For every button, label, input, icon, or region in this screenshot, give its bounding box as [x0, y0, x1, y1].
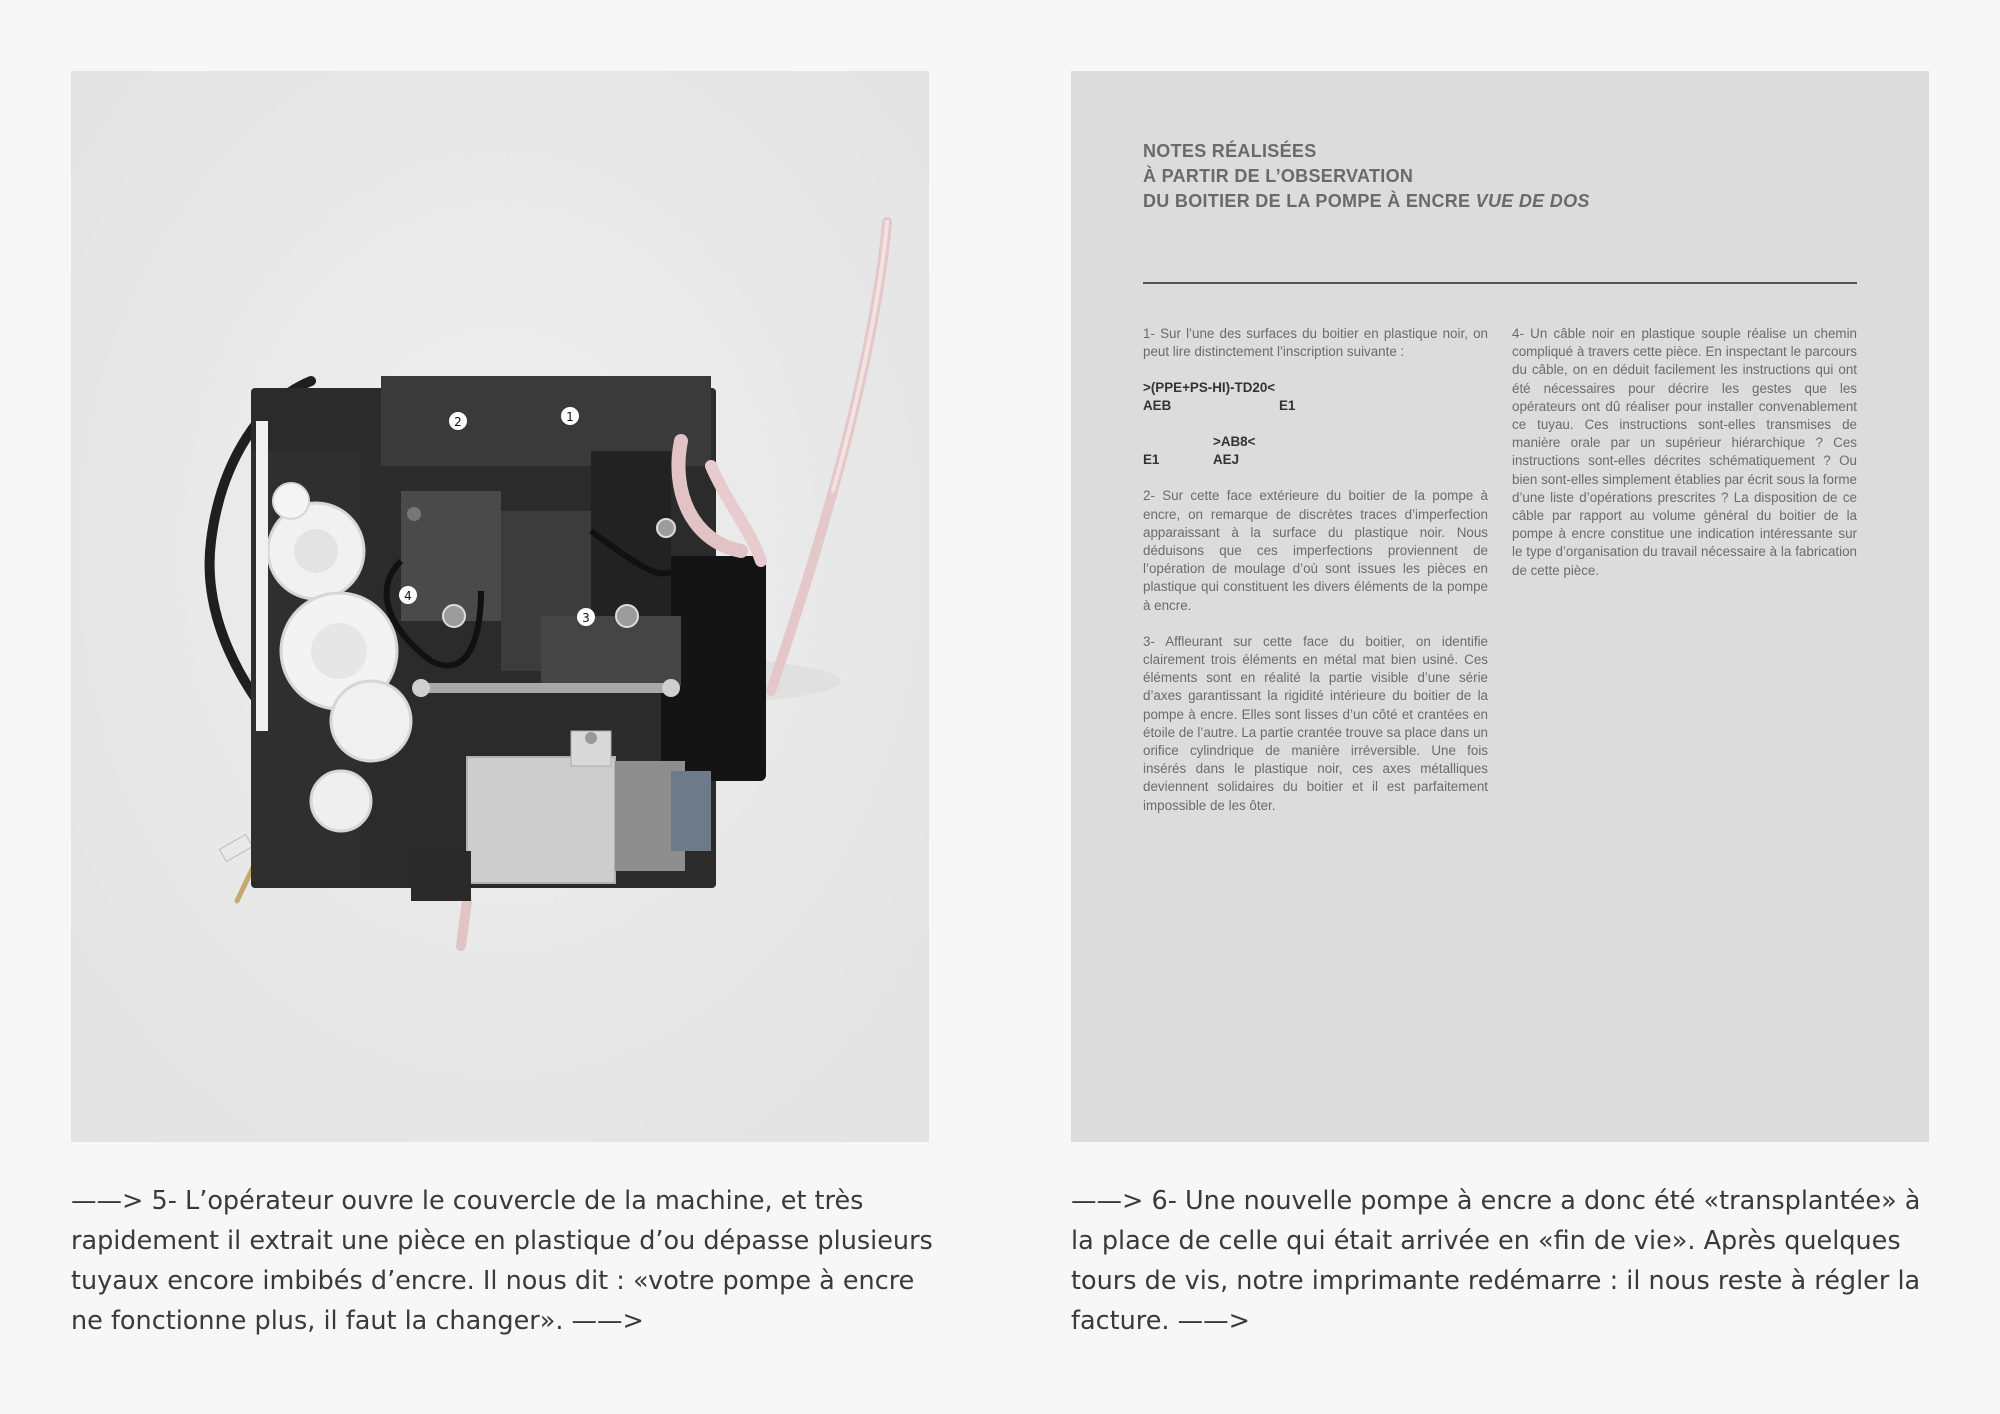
notes-title-line-3-prefix: DU BOITIER DE LA POMPE À ENCRE — [1143, 191, 1476, 211]
code-line-2 — [1143, 397, 1488, 415]
notes-title-line-2: À PARTIR DE L’OBSERVATION — [1143, 166, 1414, 186]
code-line-3: >AB8< — [1213, 434, 1256, 450]
motor-box — [467, 757, 615, 883]
svg-text:4: 4 — [404, 589, 412, 603]
code-line-2-b: E1 — [1279, 398, 1296, 414]
svg-text:1: 1 — [566, 410, 574, 424]
divider — [1143, 282, 1857, 284]
note-paragraph-4: 4- Un câble noir en plastique souple réalise un chemin compliqué à travers cette pièce. En inspectant le parcours du câble, on en déduit facilement les instructions qui ont été nécessaires pour décrire les gestes que les opérateurs ont dû réaliser pour installer convenablement ce tuyau. Ces instructions sont-elles transmises de manière orale par un supérieur hiérarchique ? Ces instructions sont-elles décrites schématiquement ? Ou bien sont-elles simplement établies par écrit sous la forme d’une liste d’opérations prescrites ? La disposition de ce câble par rapport au volume général du boitier de la pompe à encre constitue une indication intéressante sur le type d’organisation du travail nécessaire à la fabrication de cette pièce. — [1512, 326, 1857, 578]
notes-title-line-1: NOTES RÉALISÉES — [1143, 141, 1317, 161]
note-paragraph-1: 1- Sur l’une des surfaces du boitier en plastique noir, on peut lire distinctement l’inscription suivante : — [1143, 326, 1488, 360]
photo-panel — [71, 71, 929, 1142]
notes-column-right — [1512, 325, 1857, 598]
callout-2 — [449, 412, 467, 430]
svg-text:2: 2 — [454, 415, 462, 429]
notes-title-line-3 — [1143, 189, 1863, 214]
caption-right: ——> 6- Une nouvelle pompe à encre a donc été «transplantée» à la place de celle qui était arrivée en «fin de vie». Après quelques tours de vis, notre imprimante redémarre : il nous reste à régler la facture. ——> — [1071, 1186, 1921, 1336]
callout-3 — [577, 608, 595, 626]
caption-left: ——> 5- L’opérateur ouvre le couvercle de la machine, et très rapidement il extrait une pièce en plastique d’ou dépasse plusieurs tuyaux encore imbibés d’encre. Il nous dit : «votre pompe à encre ne fonctionne plus, il faut la changer». ——> — [71, 1186, 933, 1336]
ink-pump-photo — [71, 71, 929, 1142]
code-line-4-a: E1 — [1143, 452, 1160, 468]
code-line-4 — [1143, 451, 1488, 469]
code-line-2-a: AEB — [1143, 398, 1172, 414]
notes-title-line-3-italic: VUE DE DOS — [1475, 191, 1590, 211]
notes-column-left — [1143, 325, 1488, 833]
note-paragraph-2: 2- Sur cette face extérieure du boitier de la pompe à encre, on remarque de discrètes traces d’imperfection apparaissant à la surface du plastique noir. Nous déduisons que ces imperfections proviennent de l’opération de moulage d’où sont issues les pièces en plastique qui constituent les divers éléments de la pompe à encre. — [1143, 488, 1488, 613]
callout-1 — [561, 407, 579, 425]
notes-panel — [1071, 71, 1929, 1142]
inscription-code — [1143, 379, 1488, 469]
callout-4 — [399, 586, 417, 604]
notes-title — [1143, 139, 1863, 214]
svg-text:3: 3 — [582, 611, 590, 625]
code-line-4-b: AEJ — [1213, 452, 1240, 468]
note-paragraph-3: 3- Affleurant sur cette face du boitier, on identifie clairement trois éléments en métal mat bien usiné. Ces éléments sont en réalité la partie visible d’une série d’axes garantissant la rigidité intérieure du boitier de la pompe à encre. Elles sont lisses d’un côté et crantées en étoile de l’autre. La partie crantée trouve sa place dans un orifice cylindrique de manière irréversible. Une fois insérés dans le plastique noir, ces axes métalliques deviennent solidaires du boitier et il est parfaitement impossible de les ôter. — [1143, 633, 1488, 813]
code-line-1: >(PPE+PS-HI)-TD20< — [1143, 380, 1276, 396]
